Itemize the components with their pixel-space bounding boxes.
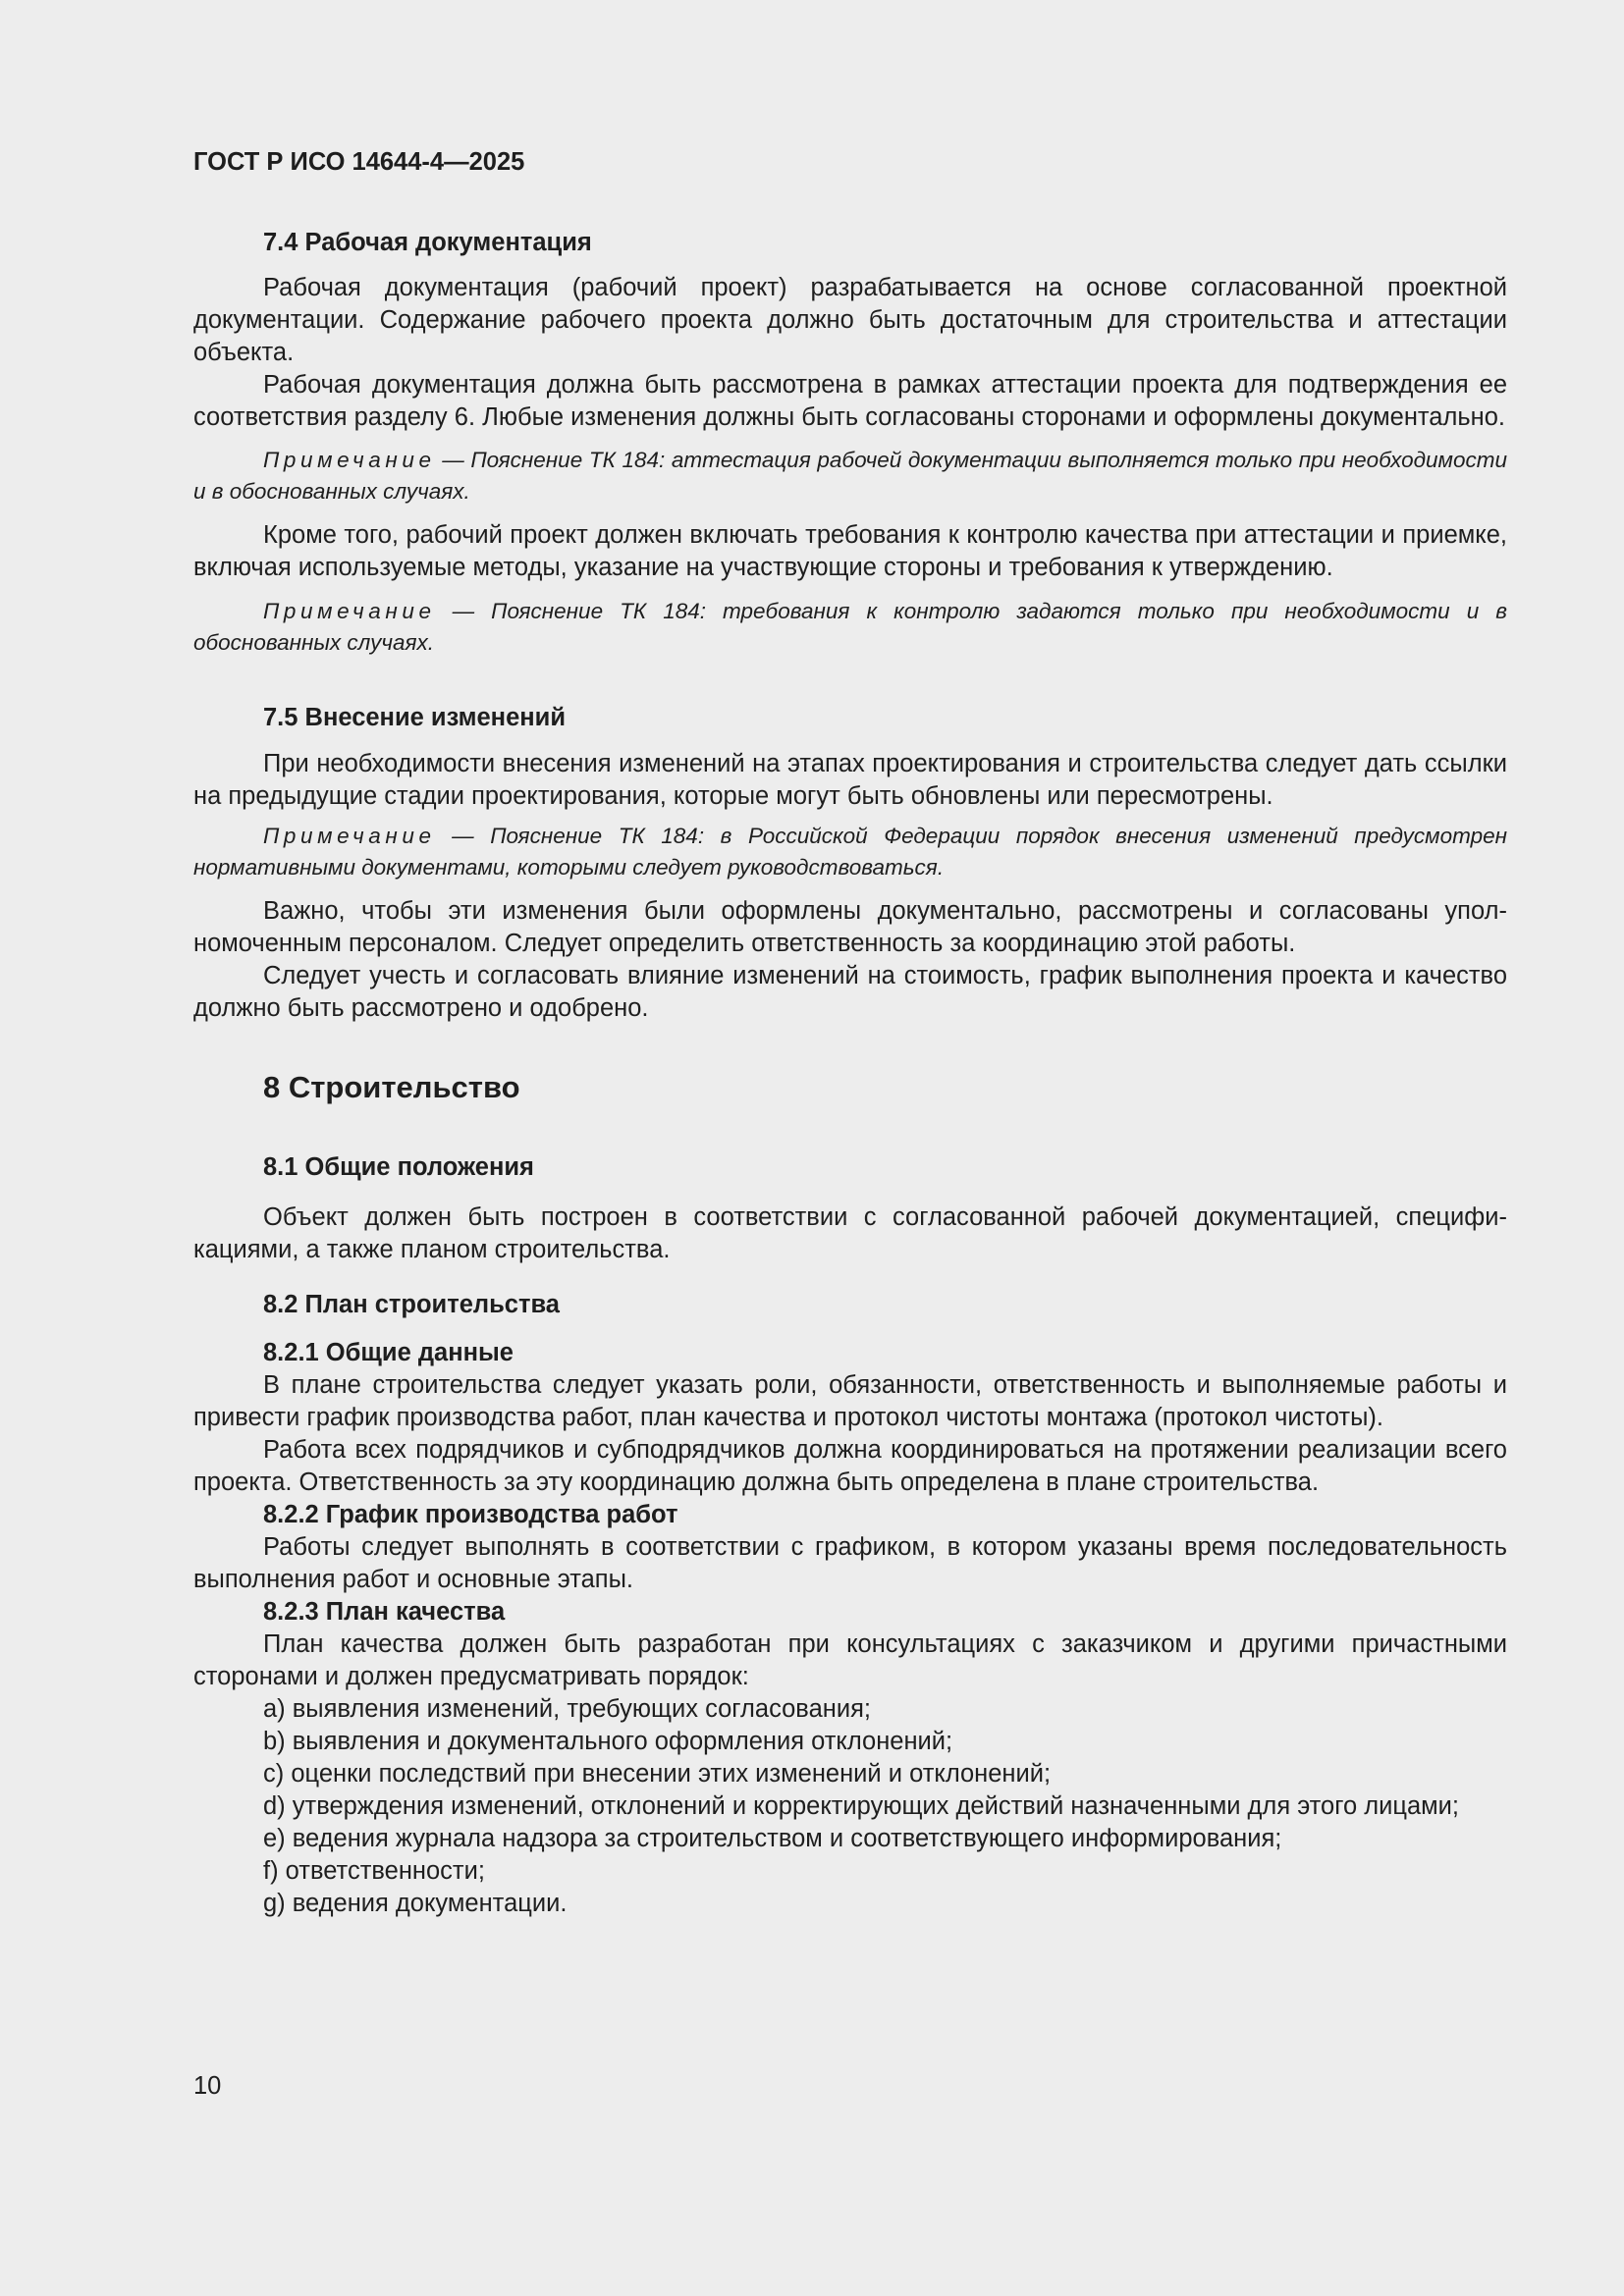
list-item: c) оценки последствий при внесении этих изменений и отклонений;	[263, 1760, 1052, 1788]
section-8-2-3-title: 8.2.3 План качества	[263, 1598, 506, 1626]
paragraph: Работы следует выполнять в соответствии с графиком, в котором указаны время последовательность выполнения работ и основные этапы.	[193, 1533, 1507, 1593]
paragraph: Объект должен быть построен в соответствии с согласованной рабочей документацией, спецификациями, а также планом строительства.	[193, 1203, 1507, 1263]
document-body	[193, 0, 1507, 1920]
note-text: — Пояснение ТК 184: требования к контролю задаются только при необходимости и в обоснованных случаях.	[193, 599, 1507, 655]
paragraph: Кроме того, рабочий проект должен включать требования к контролю качества при аттестации и приемке, включая используемые методы, указание на участвующие стороны и требования к утверждению.	[193, 521, 1507, 581]
list-item: d) утверждения изменений, отклонений и корректирующих действий назначенными для этого лицами;	[263, 1792, 1460, 1820]
list-item: b) выявления и документального оформления отклонений;	[263, 1728, 953, 1755]
paragraph: Важно, чтобы эти изменения были оформлены документально, рассмотрены и согласованы уполномоченным персоналом. Следует определить ответственность за координацию этой работы.	[193, 897, 1507, 957]
list-item: g) ведения документации.	[263, 1890, 568, 1917]
paragraph: План качества должен быть разработан при консультациях с заказчиком и другими причастными сторонами и должен предусматривать порядок:	[193, 1630, 1507, 1690]
note-label: Примечание	[263, 448, 436, 472]
section-8-2-1-title: 8.2.1 Общие данные	[263, 1339, 514, 1366]
note	[193, 596, 1507, 659]
section-8-2-2-title: 8.2.2 График производства работ	[263, 1501, 678, 1528]
note-label: Примечание	[263, 599, 436, 623]
paragraph: Работа всех подрядчиков и субподрядчиков должна координироваться на протяжении реализации всего проекта. Ответственность за эту координацию должна быть определена в плане строительства.	[193, 1436, 1507, 1496]
section-8-title: 8 Строительство	[263, 1070, 520, 1104]
list-item: e) ведения журнала надзора за строительством и соответствующего информирования;	[263, 1825, 1282, 1852]
section-7-4-title: 7.4 Рабочая документация	[263, 229, 592, 256]
page-number: 10	[193, 2072, 222, 2100]
list-item: f) ответственности;	[263, 1857, 485, 1885]
note	[193, 445, 1507, 507]
note-text: — Пояснение ТК 184: в Российской Федерации порядок внесения изменений предусмотрен нормативными документами, которыми следует руководствоваться.	[193, 824, 1507, 880]
document-standard-header: ГОСТ Р ИСО 14644-4—2025	[193, 148, 525, 176]
quality-plan-list	[193, 1693, 1507, 1920]
note	[193, 821, 1507, 883]
paragraph: В плане строительства следует указать роли, обязанности, ответственность и выполняемые работы и привести график производства работ, план качества и протокол чистоты монтажа (протокол чистоты).	[193, 1371, 1507, 1431]
paragraph: Следует учесть и согласовать влияние изменений на стоимость, график выполнения проекта и качество должно быть рассмотрено и одобрено.	[193, 962, 1507, 1022]
paragraph: Рабочая документация (рабочий проект) разрабатывается на основе согласованной проектной документации. Содержание рабочего проекта должно быть достаточным для строительства и аттестации объекта.	[193, 274, 1507, 366]
section-8-2-title: 8.2 План строительства	[263, 1291, 560, 1318]
note-label: Примечание	[263, 824, 436, 848]
section-7-5-title: 7.5 Внесение изменений	[263, 704, 567, 731]
paragraph: Рабочая документация должна быть рассмотрена в рамках аттестации проекта для подтверждения ее соответствия разделу 6. Любые изменения должны быть согласованы сторонами и оформлены документально.	[193, 371, 1507, 431]
section-8-1-title: 8.1 Общие положения	[263, 1153, 534, 1181]
note-text: — Пояснение ТК 184: аттестация рабочей документации выполняется только при необходимости и в обоснованных случаях.	[193, 448, 1507, 504]
paragraph: При необходимости внесения изменений на этапах проектирования и строительства следует дать ссылки на предыдущие стадии проектирования, которые могут быть обновлены или пересмотрены.	[193, 750, 1507, 810]
list-item: a) выявления изменений, требующих согласования;	[263, 1695, 871, 1723]
